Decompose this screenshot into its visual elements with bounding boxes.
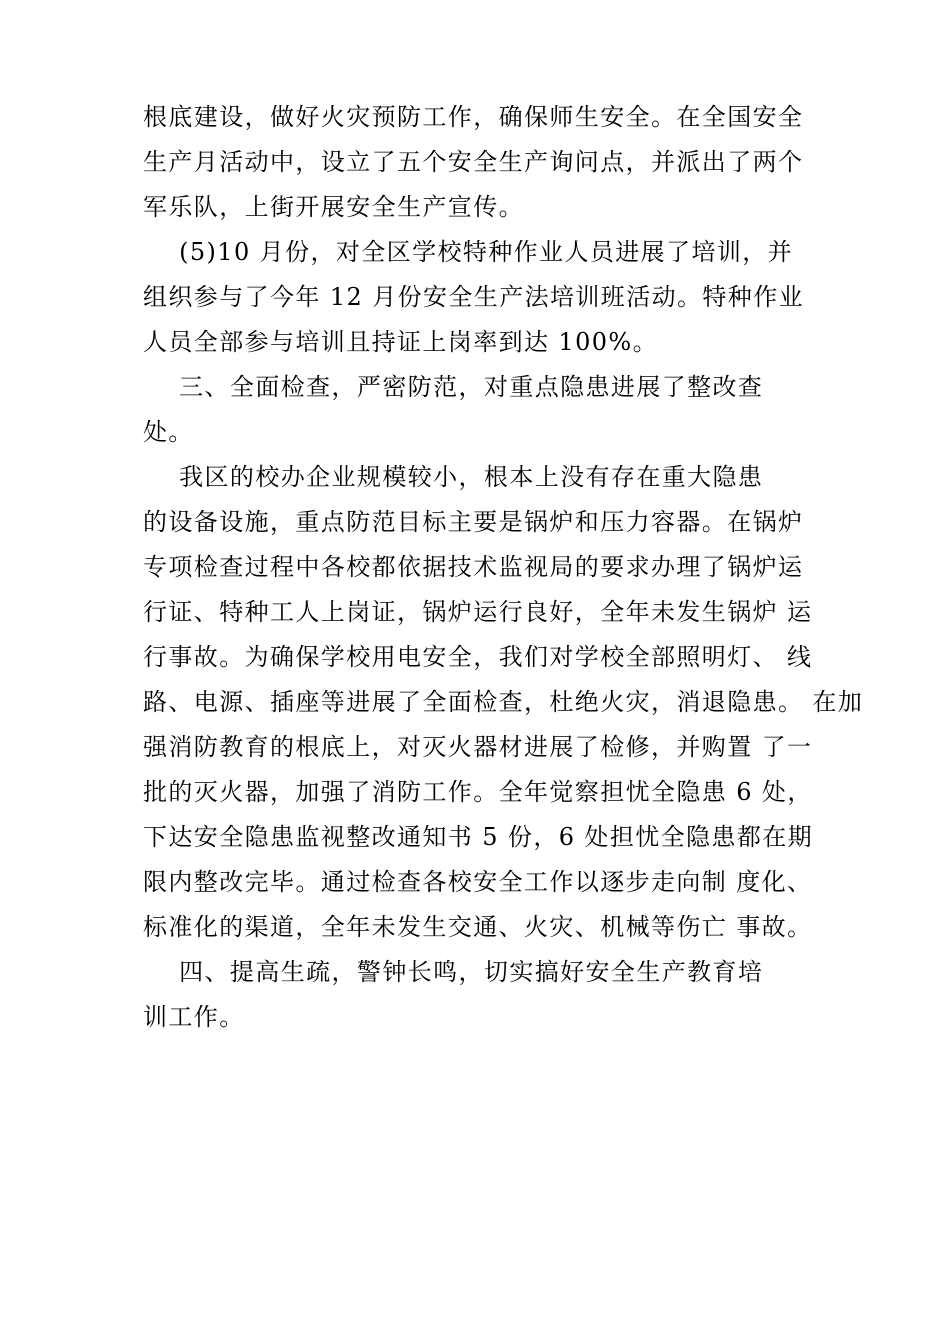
text-line: 行证、特种工人上岗证，锅炉运行良好，全年未发生锅炉 运 (143, 598, 813, 626)
text-line: 的设备设施，重点防范目标主要是锅炉和压力容器。在锅炉 (143, 508, 804, 536)
text-line: 军乐队，上街开展安全生产宣传。 (143, 193, 524, 221)
text-line: 我区的校办企业规模较小，根本上没有存在重大隐患 (143, 463, 764, 491)
text-line: 人员全部参与培训且持证上岗率到达 100%。 (143, 328, 659, 356)
text-line: 组织参与了今年 12 月份安全生产法培训班活动。特种作业 (143, 283, 804, 311)
text-line: 标准化的渠道，全年未发生交通、火灾、机械等伤亡 事故。 (143, 913, 813, 941)
text-line: 批的灭火器，加强了消防工作。全年觉察担忧全隐患 6 处， (143, 778, 813, 806)
text-line: (5)10 月份，对全区学校特种作业人员进展了培训，并 (143, 238, 794, 266)
text-line: 生产月活动中，设立了五个安全生产询问点，并派出了两个 (143, 148, 804, 176)
section-heading-line: 四、提高生疏，警钟长鸣，切实搞好安全生产教育培 (143, 958, 764, 986)
section-heading-line: 训工作。 (143, 1003, 245, 1031)
text-line: 路、电源、插座等进展了全面检查，杜绝火灾，消退隐患。 在加 (143, 688, 864, 716)
text-line: 下达安全隐患监视整改通知书 5 份，6 处担忧全隐患都在期 (143, 823, 814, 851)
section-heading-line: 三、全面检查，严密防范，对重点隐患进展了整改查 (143, 373, 764, 401)
text-line: 专项检查过程中各校都依据技术监视局的要求办理了锅炉运 (143, 553, 804, 581)
text-line: 根底建设，做好火灾预防工作，确保师生安全。在全国安全 (143, 103, 804, 131)
text-line: 行事故。为确保学校用电安全，我们对学校全部照明灯、 线 (143, 643, 813, 671)
section-heading-line: 处。 (143, 418, 194, 446)
text-line: 强消防教育的根底上，对灭火器材进展了检修，并购置 了一 (143, 733, 813, 761)
text-line: 限内整改完毕。通过检查各校安全工作以逐步走向制 度化、 (143, 868, 813, 896)
